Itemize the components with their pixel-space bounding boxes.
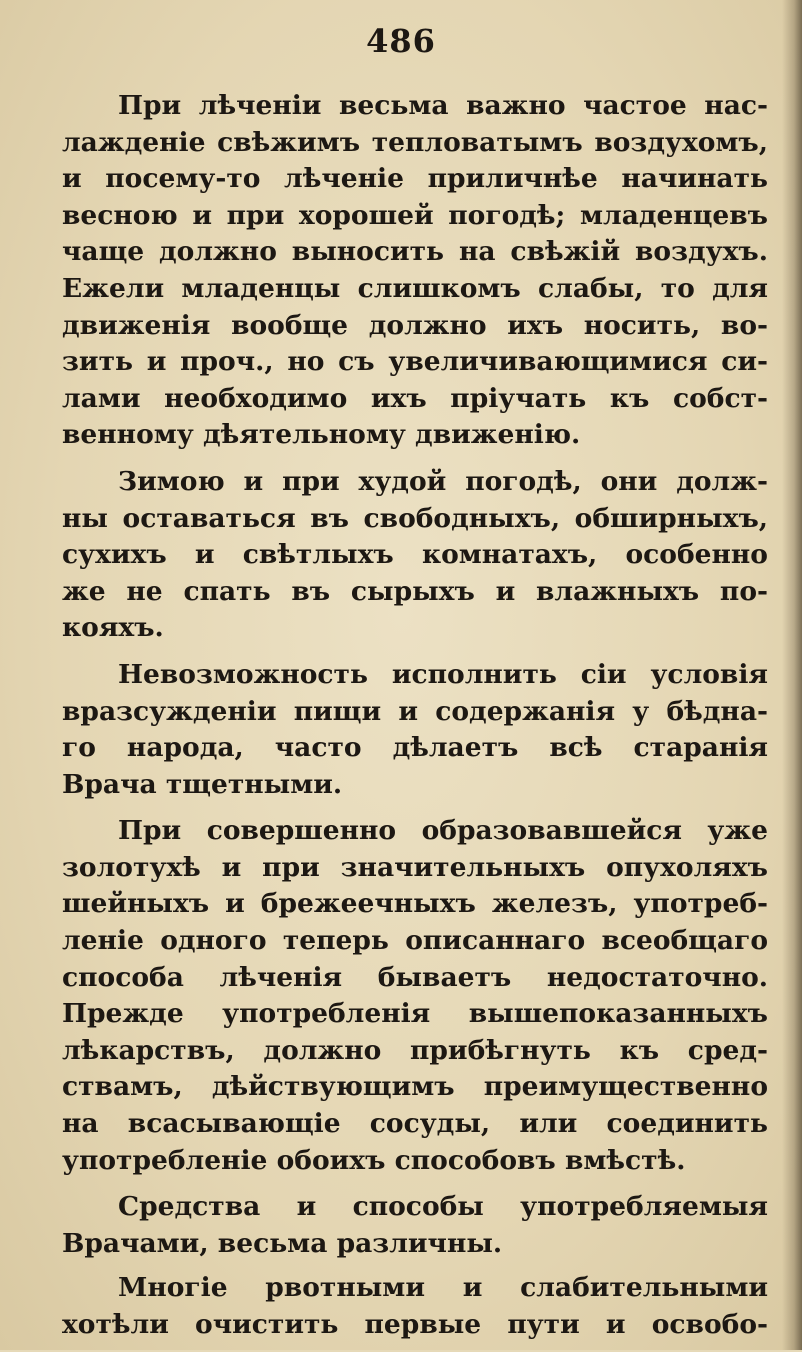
text-line: Невозможность исполнить сіи условія — [118, 658, 768, 690]
text-line: При лѣченіи весьма важно частое нас- — [118, 90, 768, 121]
text-line: При совершенно образовавшейся уже — [118, 815, 768, 847]
text-line: Врачами, весьма различны. — [62, 1227, 503, 1259]
paragraph — [62, 1270, 768, 1343]
text-line: Зимою и при худой погодѣ, они долж- — [118, 465, 768, 497]
text-line: золотухѣ и при значительныхъ опухоляхъ — [62, 851, 768, 883]
text-line: Многіе рвотными и слабительными — [118, 1272, 768, 1304]
text-line: движенія вообще должно ихъ носить, во- — [62, 309, 768, 341]
text-line: венному дѣятельному движенію. — [62, 419, 581, 451]
text-line: чаще должно выносить на свѣжій воздухъ. — [62, 236, 768, 268]
paragraph — [62, 88, 768, 454]
text-line: го народа, часто дѣлаетъ всѣ старанія — [62, 732, 768, 764]
body-text — [62, 88, 768, 1352]
paragraph — [62, 657, 768, 803]
text-line: весною и при хорошей погодѣ; младенцевъ — [62, 199, 768, 231]
text-line: и посему-то лѣченіе приличнѣе начинать — [62, 163, 768, 195]
text-line: лами необходимо ихъ пріучать къ собст- — [62, 382, 768, 414]
text-line: употребленіе обоихъ способовъ вмѣстѣ. — [62, 1144, 686, 1176]
text-line: лажденіе свѣжимъ тепловатымъ воздухомъ, — [62, 126, 768, 158]
text-line: же не спать въ сырыхъ и влажныхъ по- — [62, 575, 768, 607]
paragraph — [62, 464, 768, 647]
text-line: способа лѣченія бываетъ недостаточно. — [62, 961, 768, 993]
text-line: ствамъ, дѣйствующимъ преимущественно — [62, 1071, 768, 1103]
text-line: сухихъ и свѣтлыхъ комнатахъ, особенно — [62, 539, 768, 571]
page-edge-shadow — [782, 0, 802, 1350]
paragraph — [62, 1189, 768, 1262]
text-line: Ежели младенцы слишкомъ слабы, то для — [62, 272, 768, 304]
paragraph — [62, 813, 768, 1179]
page-number: 486 — [366, 22, 436, 60]
text-line: лѣкарствъ, должно прибѣгнуть къ сред- — [62, 1034, 768, 1066]
text-line: ны оставаться въ свободныхъ, обширныхъ, — [62, 502, 768, 534]
text-line: кояхъ. — [62, 612, 164, 644]
text-line: леніе одного теперь описаннаго всеобщаго — [62, 925, 768, 957]
text-line: шейныхъ и брежеечныхъ железъ, употреб- — [62, 888, 768, 920]
text-line: хотѣли очистить первые пути и освобо- — [62, 1309, 768, 1340]
text-line: Средства и способы употребляемыя — [118, 1191, 768, 1223]
text-line: Прежде употребленія вышепоказанныхъ — [62, 998, 768, 1030]
text-line: зить и проч., но съ увеличивающимися си- — [62, 346, 768, 378]
text-line: Врача тщетными. — [62, 768, 343, 800]
text-line: вразсужденіи пищи и содержанія у бѣдна- — [62, 695, 768, 727]
text-line: на всасывающіе сосуды, или соединить — [62, 1108, 768, 1140]
